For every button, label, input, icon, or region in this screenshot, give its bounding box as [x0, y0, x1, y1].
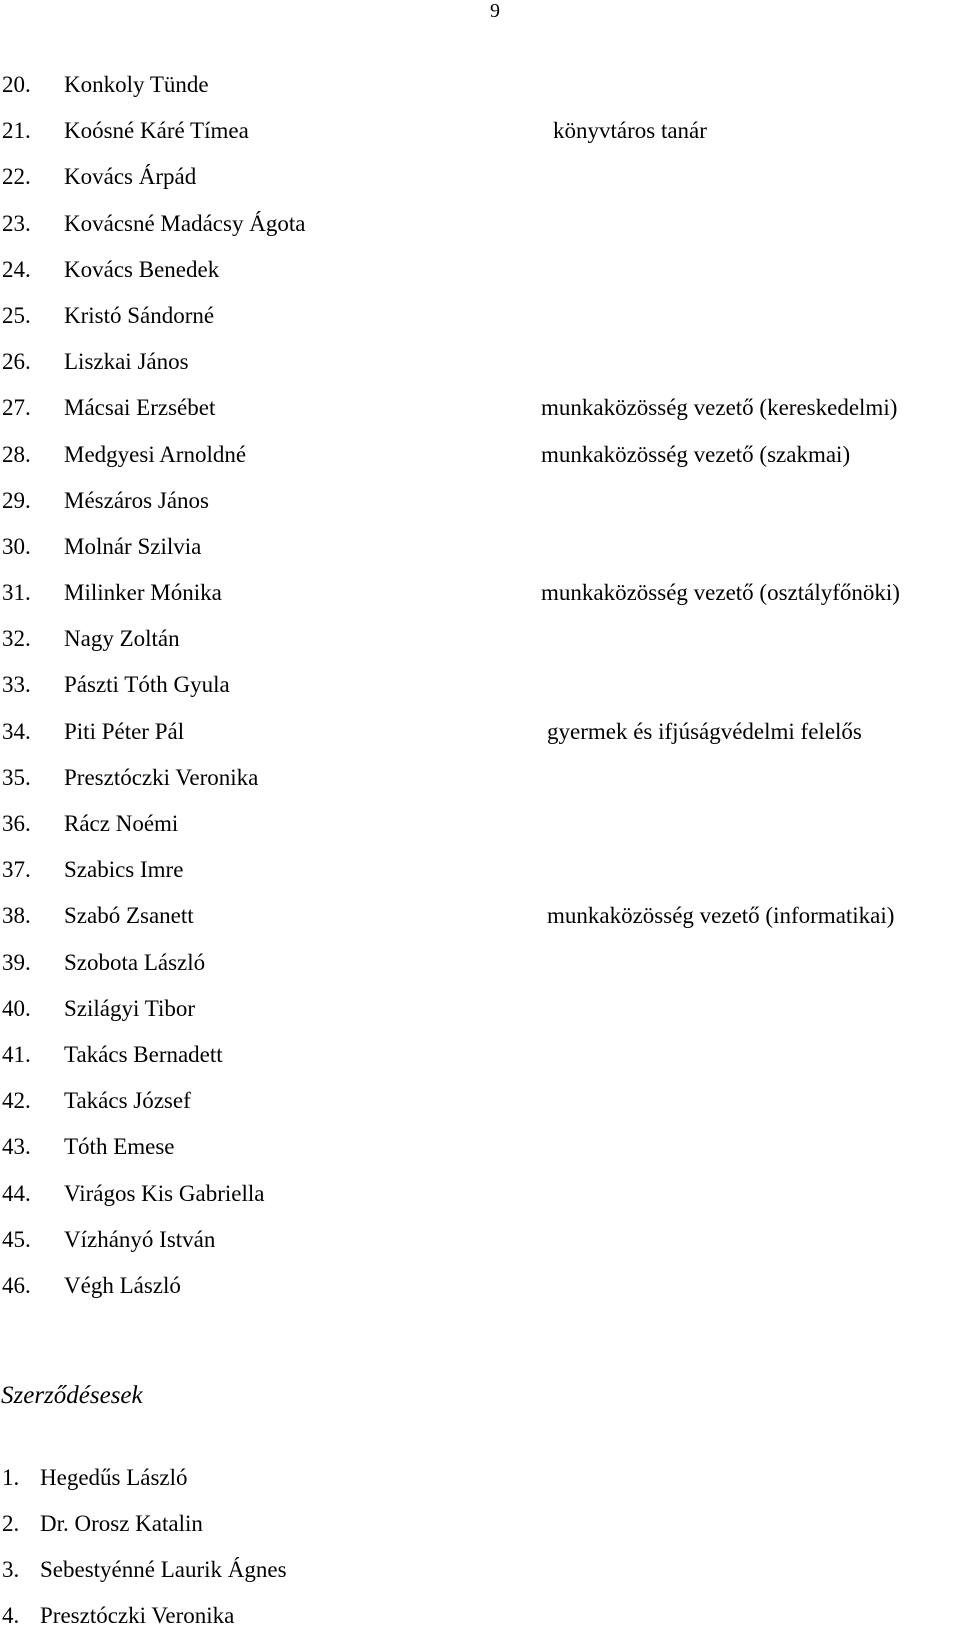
item-number: 46. [2, 1272, 31, 1298]
item-name: Kovácsné Madácsy Ágota [64, 210, 306, 236]
item-number: 24. [2, 256, 31, 282]
item-number: 30. [2, 533, 31, 559]
item-number: 36. [2, 811, 31, 836]
item-number: 1. [2, 1465, 20, 1490]
item-number: 45. [2, 1226, 31, 1252]
item-role: munkaközösség vezető (kereskedelmi) [541, 395, 898, 421]
item-number: 3. [2, 1557, 20, 1582]
item-number: 4. [2, 1603, 20, 1628]
item-name: Szabics Imre [64, 857, 184, 883]
list-item [0, 670, 960, 716]
list-item [0, 1040, 960, 1086]
list-item [0, 717, 960, 763]
list-item [0, 70, 960, 116]
list-item [0, 1555, 960, 1601]
item-name: Milinker Mónika [64, 580, 222, 606]
contract-list [0, 1463, 960, 1647]
item-number: 26. [2, 349, 31, 375]
list-item [0, 1271, 960, 1317]
item-number: 35. [2, 764, 31, 790]
item-number: 33. [2, 672, 31, 698]
item-name: Medgyesi Arnoldné [64, 441, 247, 467]
item-name: Szabó Zsanett [64, 903, 194, 929]
item-role: gyermek és ifjúságvédelmi felelős [547, 718, 862, 744]
item-name: Nagy Zoltán [64, 626, 180, 652]
item-number: 41. [2, 1041, 31, 1067]
item-name: Vízhányó István [64, 1226, 216, 1252]
section-title-contracts: Szerződésesek [1, 1382, 143, 1409]
item-number: 20. [2, 72, 31, 97]
item-role: munkaközösség vezető (osztályfőnöki) [541, 580, 900, 606]
item-name: Konkoly Tünde [64, 72, 209, 97]
list-item [0, 486, 960, 532]
item-name: Végh László [64, 1272, 181, 1298]
item-name: Kristó Sándorné [64, 302, 215, 328]
item-name: Kovács Árpád [64, 164, 197, 190]
item-name: Rácz Noémi [64, 811, 179, 836]
item-number: 23. [2, 210, 31, 236]
list-item [0, 855, 960, 901]
item-role: munkaközösség vezető (szakmai) [541, 441, 851, 467]
list-item [0, 255, 960, 301]
item-name: Takács József [64, 1088, 191, 1114]
item-name: Szobota László [64, 949, 206, 975]
list-item [0, 1179, 960, 1225]
list-item [0, 393, 960, 439]
list-item [0, 347, 960, 393]
list-item [0, 1225, 960, 1271]
list-item [0, 162, 960, 208]
item-number: 22. [2, 164, 31, 190]
item-name: Mácsai Erzsébet [64, 395, 216, 421]
page-number: 9 [490, 0, 500, 22]
list-item [0, 532, 960, 578]
list-item [0, 948, 960, 994]
list-item [0, 1132, 960, 1178]
item-name: Tóth Emese [64, 1134, 175, 1160]
item-name: Mészáros János [64, 487, 209, 513]
item-number: 25. [2, 302, 31, 328]
item-number: 2. [2, 1511, 20, 1536]
item-number: 27. [2, 395, 31, 421]
list-item [0, 116, 960, 162]
item-name: Presztóczki Veronika [64, 764, 259, 790]
list-item [0, 1086, 960, 1132]
list-item [0, 901, 960, 947]
list-item [0, 1601, 960, 1647]
item-name: Molnár Szilvia [64, 533, 202, 559]
item-role: könyvtáros tanár [553, 118, 707, 144]
list-item [0, 1509, 960, 1555]
item-number: 43. [2, 1134, 31, 1160]
item-number: 31. [2, 580, 31, 606]
item-name: Takács Bernadett [64, 1041, 223, 1067]
item-number: 34. [2, 718, 31, 744]
list-item [0, 301, 960, 347]
item-number: 38. [2, 903, 31, 929]
list-item [0, 1463, 960, 1509]
item-number: 37. [2, 857, 31, 883]
item-name: Kovács Benedek [64, 256, 220, 282]
item-name: Liszkai János [64, 349, 189, 375]
item-number: 29. [2, 487, 31, 513]
item-number: 44. [2, 1180, 31, 1206]
list-item [0, 440, 960, 486]
item-number: 42. [2, 1088, 31, 1114]
item-name: Szilágyi Tibor [64, 995, 196, 1021]
item-name: Piti Péter Pál [64, 718, 185, 744]
list-item [0, 578, 960, 624]
item-number: 28. [2, 441, 31, 467]
item-name: Sebestyénné Laurik Ágnes [40, 1557, 287, 1582]
item-name: Virágos Kis Gabriella [64, 1180, 265, 1206]
item-name: Dr. Orosz Katalin [40, 1511, 203, 1536]
staff-list [0, 70, 960, 1317]
item-number: 40. [2, 995, 31, 1021]
item-number: 39. [2, 949, 31, 975]
item-number: 32. [2, 626, 31, 652]
item-role: munkaközösség vezető (informatikai) [547, 903, 895, 929]
item-name: Koósné Káré Tímea [64, 118, 249, 144]
list-item [0, 763, 960, 809]
list-item [0, 809, 960, 855]
item-name: Presztóczki Veronika [40, 1603, 235, 1628]
list-item [0, 994, 960, 1040]
list-item [0, 624, 960, 670]
item-name: Pászti Tóth Gyula [64, 672, 230, 698]
item-number: 21. [2, 118, 31, 144]
list-item [0, 209, 960, 255]
item-name: Hegedűs László [40, 1465, 188, 1490]
